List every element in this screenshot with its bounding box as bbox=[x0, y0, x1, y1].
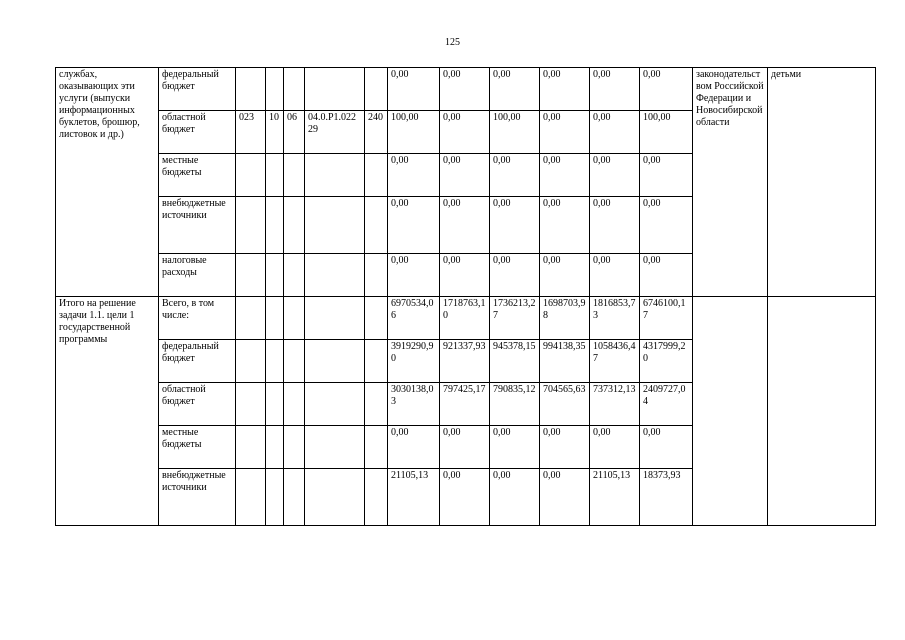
funding-source-cell: федеральный бюджет bbox=[159, 68, 236, 111]
amount-cell-4: 704565,63 bbox=[540, 383, 590, 426]
funding-source-cell: областной бюджет bbox=[159, 111, 236, 154]
page-number: 125 bbox=[445, 37, 460, 48]
grbs-code-cell bbox=[236, 340, 266, 383]
amount-cell-6: 4317999,20 bbox=[640, 340, 693, 383]
grbs-code-cell: 023 bbox=[236, 111, 266, 154]
target-article-code-cell bbox=[305, 197, 365, 254]
amount-cell-3: 945378,15 bbox=[490, 340, 540, 383]
amount-cell-1: 3030138,03 bbox=[388, 383, 440, 426]
target-article-code-cell bbox=[305, 426, 365, 469]
expense-type-code-cell bbox=[365, 297, 388, 340]
funding-source-cell: местные бюджеты bbox=[159, 154, 236, 197]
section-code-cell bbox=[266, 340, 284, 383]
amount-cell-6: 0,00 bbox=[640, 154, 693, 197]
amount-cell-2: 0,00 bbox=[440, 111, 490, 154]
funding-source-cell: внебюджетные источники bbox=[159, 197, 236, 254]
amount-cell-4: 0,00 bbox=[540, 154, 590, 197]
amount-cell-3: 0,00 bbox=[490, 469, 540, 526]
amount-cell-5: 0,00 bbox=[590, 68, 640, 111]
task-description-cell: службах, оказывающих эти услуги (выпуски информационных буклетов, брошюр, листовок и др.) bbox=[56, 68, 159, 297]
amount-cell-2: 921337,93 bbox=[440, 340, 490, 383]
executor-note-cell: законодательством Российской Федерации и Новосибирской области bbox=[693, 68, 768, 297]
grbs-code-cell bbox=[236, 297, 266, 340]
amount-cell-4: 0,00 bbox=[540, 254, 590, 297]
amount-cell-4: 994138,35 bbox=[540, 340, 590, 383]
expected-result-cell: детьми bbox=[768, 68, 876, 297]
amount-cell-1: 0,00 bbox=[388, 254, 440, 297]
amount-cell-3: 790835,12 bbox=[490, 383, 540, 426]
target-article-code-cell: 04.0.Р1.02229 bbox=[305, 111, 365, 154]
amount-cell-2: 0,00 bbox=[440, 426, 490, 469]
amount-cell-2: 0,00 bbox=[440, 254, 490, 297]
expense-type-code-cell bbox=[365, 68, 388, 111]
section-code-cell bbox=[266, 68, 284, 111]
amount-cell-1: 100,00 bbox=[388, 111, 440, 154]
section-code-cell bbox=[266, 254, 284, 297]
amount-cell-4: 0,00 bbox=[540, 111, 590, 154]
amount-cell-3: 0,00 bbox=[490, 154, 540, 197]
funding-source-cell: местные бюджеты bbox=[159, 426, 236, 469]
amount-cell-6: 0,00 bbox=[640, 68, 693, 111]
grbs-code-cell bbox=[236, 469, 266, 526]
funding-source-cell: областной бюджет bbox=[159, 383, 236, 426]
amount-cell-6: 0,00 bbox=[640, 254, 693, 297]
amount-cell-3: 0,00 bbox=[490, 68, 540, 111]
funding-source-cell: налоговые расходы bbox=[159, 254, 236, 297]
amount-cell-6: 100,00 bbox=[640, 111, 693, 154]
amount-cell-6: 0,00 bbox=[640, 426, 693, 469]
amount-cell-4: 0,00 bbox=[540, 197, 590, 254]
amount-cell-1: 3919290,90 bbox=[388, 340, 440, 383]
amount-cell-1: 0,00 bbox=[388, 197, 440, 254]
grbs-code-cell bbox=[236, 254, 266, 297]
amount-cell-5: 0,00 bbox=[590, 197, 640, 254]
subsection-code-cell bbox=[284, 68, 305, 111]
amount-cell-6: 6746100,17 bbox=[640, 297, 693, 340]
expense-type-code-cell bbox=[365, 469, 388, 526]
amount-cell-5: 1816853,73 bbox=[590, 297, 640, 340]
expense-type-code-cell bbox=[365, 197, 388, 254]
subsection-code-cell bbox=[284, 426, 305, 469]
target-article-code-cell bbox=[305, 68, 365, 111]
target-article-code-cell bbox=[305, 469, 365, 526]
expense-type-code-cell bbox=[365, 383, 388, 426]
amount-cell-2: 0,00 bbox=[440, 469, 490, 526]
amount-cell-6: 18373,93 bbox=[640, 469, 693, 526]
amount-cell-5: 0,00 bbox=[590, 426, 640, 469]
section-code-cell bbox=[266, 469, 284, 526]
amount-cell-4: 0,00 bbox=[540, 426, 590, 469]
section-code-cell bbox=[266, 197, 284, 254]
amount-cell-3: 0,00 bbox=[490, 254, 540, 297]
amount-cell-5: 1058436,47 bbox=[590, 340, 640, 383]
amount-cell-2: 797425,17 bbox=[440, 383, 490, 426]
section-code-cell bbox=[266, 297, 284, 340]
expense-type-code-cell bbox=[365, 154, 388, 197]
executor-note-cell bbox=[693, 297, 768, 526]
funding-source-cell: федеральный бюджет bbox=[159, 340, 236, 383]
subsection-code-cell bbox=[284, 197, 305, 254]
amount-cell-5: 0,00 bbox=[590, 111, 640, 154]
section-code-cell bbox=[266, 426, 284, 469]
amount-cell-2: 0,00 bbox=[440, 154, 490, 197]
amount-cell-4: 0,00 bbox=[540, 469, 590, 526]
amount-cell-3: 0,00 bbox=[490, 197, 540, 254]
amount-cell-5: 0,00 bbox=[590, 154, 640, 197]
subsection-code-cell bbox=[284, 340, 305, 383]
target-article-code-cell bbox=[305, 383, 365, 426]
amount-cell-6: 0,00 bbox=[640, 197, 693, 254]
amount-cell-2: 0,00 bbox=[440, 197, 490, 254]
table-row bbox=[56, 297, 876, 340]
expected-result-cell bbox=[768, 297, 876, 526]
amount-cell-3: 100,00 bbox=[490, 111, 540, 154]
subsection-code-cell: 06 bbox=[284, 111, 305, 154]
target-article-code-cell bbox=[305, 154, 365, 197]
subsection-code-cell bbox=[284, 469, 305, 526]
amount-cell-6: 2409727,04 bbox=[640, 383, 693, 426]
amount-cell-5: 737312,13 bbox=[590, 383, 640, 426]
amount-cell-1: 0,00 bbox=[388, 154, 440, 197]
expense-type-code-cell bbox=[365, 426, 388, 469]
amount-cell-1: 6970534,06 bbox=[388, 297, 440, 340]
task-description-cell: Итого на решение задачи 1.1. цели 1 государственной программы bbox=[56, 297, 159, 526]
budget-table bbox=[55, 67, 876, 526]
subsection-code-cell bbox=[284, 383, 305, 426]
subsection-code-cell bbox=[284, 297, 305, 340]
amount-cell-2: 0,00 bbox=[440, 68, 490, 111]
amount-cell-5: 21105,13 bbox=[590, 469, 640, 526]
subsection-code-cell bbox=[284, 154, 305, 197]
amount-cell-1: 21105,13 bbox=[388, 469, 440, 526]
grbs-code-cell bbox=[236, 426, 266, 469]
amount-cell-3: 0,00 bbox=[490, 426, 540, 469]
section-code-cell bbox=[266, 383, 284, 426]
section-code-cell bbox=[266, 154, 284, 197]
amount-cell-4: 0,00 bbox=[540, 68, 590, 111]
target-article-code-cell bbox=[305, 254, 365, 297]
funding-source-cell: внебюджетные источники bbox=[159, 469, 236, 526]
target-article-code-cell bbox=[305, 297, 365, 340]
grbs-code-cell bbox=[236, 68, 266, 111]
expense-type-code-cell bbox=[365, 340, 388, 383]
subsection-code-cell bbox=[284, 254, 305, 297]
grbs-code-cell bbox=[236, 154, 266, 197]
target-article-code-cell bbox=[305, 340, 365, 383]
amount-cell-4: 1698703,98 bbox=[540, 297, 590, 340]
grbs-code-cell bbox=[236, 383, 266, 426]
funding-source-cell: Всего, в том числе: bbox=[159, 297, 236, 340]
section-code-cell: 10 bbox=[266, 111, 284, 154]
amount-cell-1: 0,00 bbox=[388, 426, 440, 469]
amount-cell-2: 1718763,10 bbox=[440, 297, 490, 340]
expense-type-code-cell: 240 bbox=[365, 111, 388, 154]
amount-cell-1: 0,00 bbox=[388, 68, 440, 111]
expense-type-code-cell bbox=[365, 254, 388, 297]
grbs-code-cell bbox=[236, 197, 266, 254]
amount-cell-5: 0,00 bbox=[590, 254, 640, 297]
table-row bbox=[56, 68, 876, 111]
amount-cell-3: 1736213,27 bbox=[490, 297, 540, 340]
